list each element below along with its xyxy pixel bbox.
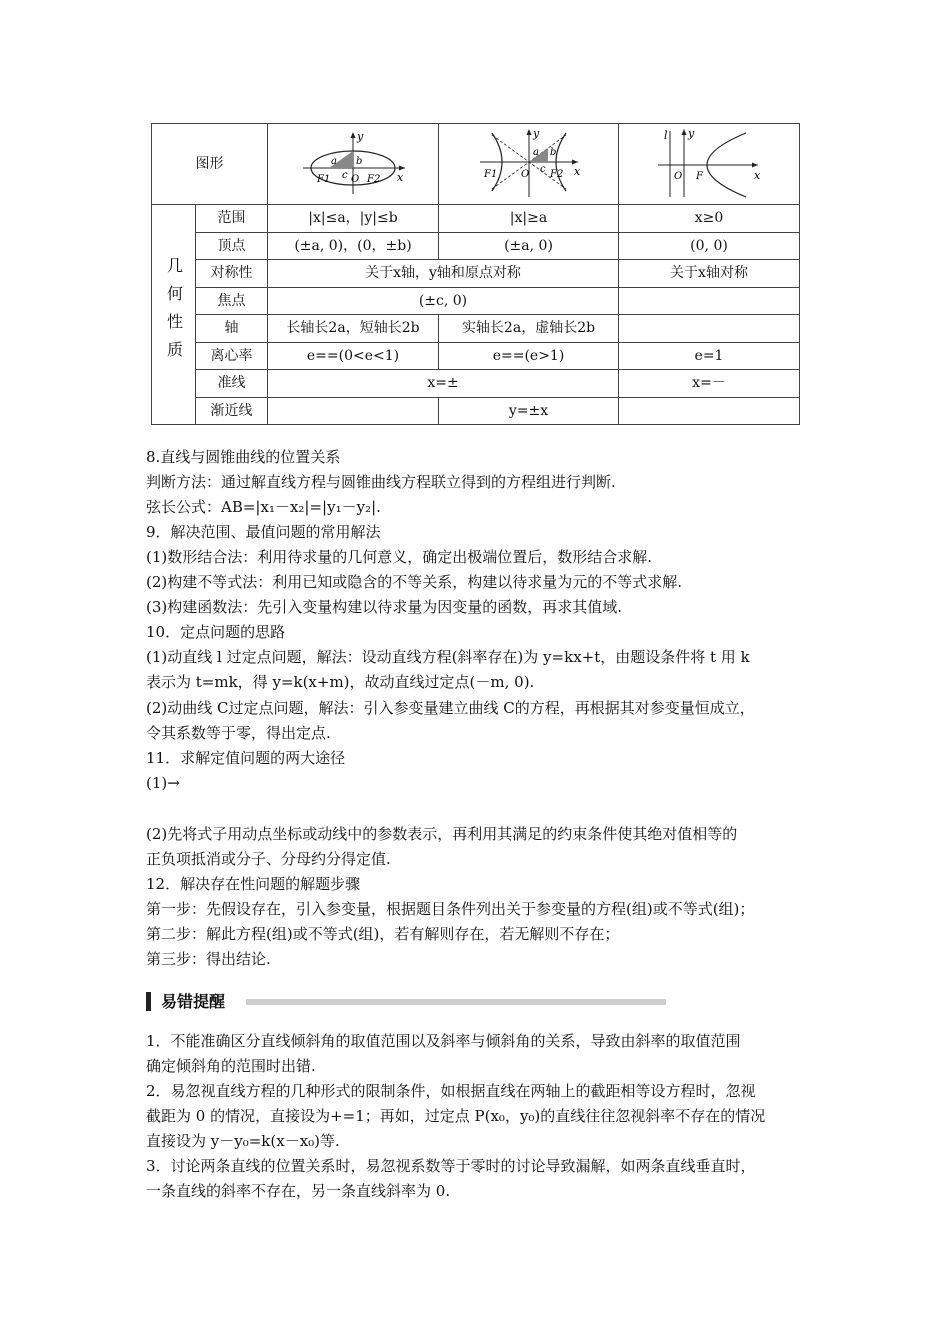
paragraph: 令其系数等于零，得出定点. [146, 724, 331, 742]
ellipse-c-label: c [342, 169, 348, 181]
parabola-range: x≥0 [619, 205, 800, 233]
section-marker [146, 992, 151, 1011]
heading-10: 10．定点问题的思路 [146, 623, 286, 641]
row-label: 渐近线 [196, 397, 268, 425]
figure-row [152, 124, 800, 205]
ellipse-f2-label: F2 [367, 173, 381, 185]
table-row [152, 342, 800, 370]
paragraph: 判断方法：通过解直线方程与圆锥曲线方程联立得到的方程组进行判断. [146, 473, 616, 491]
hyperbola-axes: 实轴长2a，虚轴长2b [439, 315, 619, 343]
paragraph: 第一步：先假设存在，引入参变量，根据题目条件列出关于参变量的方程(组)或不等式(组)； [146, 900, 755, 918]
paragraph: 一条直线的斜率不存在，另一条直线斜率为 0. [146, 1182, 451, 1200]
ellipse-vertices: (±a, 0)，(0，±b) [268, 232, 439, 260]
paragraph: 正负项抵消或分子、分母约分得定值. [146, 850, 391, 868]
heading-12: 12．解决存在性问题的解题步骤 [146, 875, 361, 893]
ellipse-asymptote [268, 397, 439, 425]
row-label: 轴 [196, 315, 268, 343]
parabola-asymptote [619, 397, 800, 425]
parabola-symmetry: 关于x轴对称 [619, 260, 800, 288]
parabola-axes [619, 315, 800, 343]
row-label: 顶点 [196, 232, 268, 260]
ellipse-f1-label: F1 [317, 173, 331, 185]
conic-properties-table [151, 123, 800, 425]
parabola-vertex: (0, 0) [619, 232, 800, 260]
parabola-eccentricity: e=1 [619, 342, 800, 370]
paragraph: 直接设为 y－y₀=k(x－x₀)等. [146, 1132, 340, 1150]
paragraph: 第三步：得出结论. [146, 950, 271, 968]
row-label: 焦点 [196, 287, 268, 315]
hyperbola-y-label: y [532, 126, 539, 140]
paragraph: 表示为 t=mk，得 y=k(x+m)，故动直线过定点(－m, 0). [146, 673, 535, 691]
paragraph: (2)构建不等式法：利用已知或隐含的不等关系，构建以待求量为元的不等式求解. [146, 573, 683, 591]
paragraph: 确定倾斜角的范围时出错. [146, 1057, 316, 1075]
table-row [152, 370, 800, 398]
section-title: 易错提醒 [161, 992, 226, 1011]
ellipse-b-label: b [356, 155, 363, 167]
hyperbola-origin-label: O [520, 168, 529, 180]
ellipse-eccentricity: e==(0<e<1) [268, 342, 439, 370]
table-row [152, 397, 800, 425]
table-row [152, 260, 800, 288]
parabola-figure-cell [619, 124, 800, 205]
paragraph: (2)动曲线 C过定点问题，解法：引入参变量建立曲线 C的方程，再根据其对参变量恒成立， [146, 699, 755, 717]
hyperbola-figure [474, 127, 584, 199]
paragraph: 截距为 0 的情况，直接设为+=1；再如，过定点 P(x₀，y₀)的直线往往忽视斜率不存在的情况 [146, 1107, 766, 1125]
hyperbola-c-label: c [539, 163, 546, 175]
table-row [152, 205, 800, 233]
paragraph: (3)构建函数法：先引入变量构建以待求量为因变量的函数，再求其值域. [146, 598, 623, 616]
parabola-y-label: y [688, 126, 695, 140]
figure-row-label: 图形 [152, 124, 268, 205]
paragraph: 第二步：解此方程(组)或不等式(组)，若有解则存在，若无解则不存在； [146, 925, 620, 943]
table-row [152, 232, 800, 260]
paragraph: 1．不能准确区分直线倾斜角的取值范围以及斜率与倾斜角的关系，导致由斜率的取值范围 [146, 1032, 741, 1050]
ellipse-y-label: y [357, 129, 364, 143]
hyperbola-f1-label: F1 [483, 168, 497, 180]
row-label: 准线 [196, 370, 268, 398]
parabola-origin-label: O [674, 170, 683, 182]
paragraph: (1)→ [146, 774, 180, 792]
hyperbola-b-label: b [549, 146, 556, 158]
group-label-cell [152, 205, 196, 425]
ellipse-origin-label: O [351, 173, 360, 185]
paragraph: 3．讨论两条直线的位置关系时，易忽视系数等于零时的讨论导致漏解，如两条直线垂直时， [146, 1157, 756, 1175]
ellipse-axes: 长轴长2a，短轴长2b [268, 315, 439, 343]
parabola-figure [654, 127, 764, 199]
hyperbola-vertices: (±a, 0) [439, 232, 619, 260]
parabola-directrix: x=－ [619, 370, 800, 398]
hyperbola-a-label: a [532, 146, 539, 158]
ellipse-figure [293, 128, 413, 198]
row-label: 离心率 [196, 342, 268, 370]
paragraph: (1)动直线 l 过定点问题，解法：设动直线方程(斜率存在)为 y=kx+t，由题设条件将 t 用 k [146, 648, 750, 666]
ellipse-hyperbola-symmetry: 关于x轴，y轴和原点对称 [268, 260, 619, 288]
ellipse-figure-cell [268, 124, 439, 205]
row-label: 范围 [196, 205, 268, 233]
ellipse-range: |x|≤a，|y|≤b [268, 205, 439, 233]
paragraph: (2)先将式子用动点坐标或动线中的参数表示，再利用其满足的约束条件使其绝对值相等的 [146, 825, 738, 843]
ellipse-hyperbola-foci: (±c, 0) [268, 287, 619, 315]
paragraph: 2．易忽视直线方程的几种形式的限制条件，如根据直线在两轴上的截距相等设方程时，忽视 [146, 1082, 756, 1100]
group-label: 几何性质 [164, 257, 184, 369]
section-rule [246, 999, 666, 1005]
table-row [152, 315, 800, 343]
hyperbola-range: |x|≥a [439, 205, 619, 233]
row-label: 对称性 [196, 260, 268, 288]
parabola-focus [619, 287, 800, 315]
chord-length-formula: 弦长公式：AB=|x₁－x₂|=|y₁－y₂|. [146, 498, 381, 516]
parabola-directrix-label: l [664, 128, 668, 142]
heading-8: 8.直线与圆锥曲线的位置关系 [146, 448, 341, 466]
section-header [146, 990, 526, 1014]
hyperbola-x-label: x [573, 164, 580, 178]
heading-11: 11．求解定值问题的两大途径 [146, 749, 346, 767]
paragraph: (1)数形结合法：利用待求量的几何意义，确定出极端位置后，数形结合求解. [146, 548, 653, 566]
ellipse-x-label: x [397, 170, 404, 184]
parabola-x-label: x [754, 168, 761, 182]
hyperbola-f2-label: F2 [549, 168, 563, 180]
ellipse-hyperbola-directrix: x=± [268, 370, 619, 398]
table-row [152, 287, 800, 315]
parabola-focus-label: F [696, 170, 703, 182]
hyperbola-asymptote: y=±x [439, 397, 619, 425]
heading-9: 9．解决范围、最值问题的常用解法 [146, 523, 381, 541]
hyperbola-figure-cell [439, 124, 619, 205]
hyperbola-eccentricity: e==(e>1) [439, 342, 619, 370]
ellipse-a-label: a [331, 155, 337, 167]
